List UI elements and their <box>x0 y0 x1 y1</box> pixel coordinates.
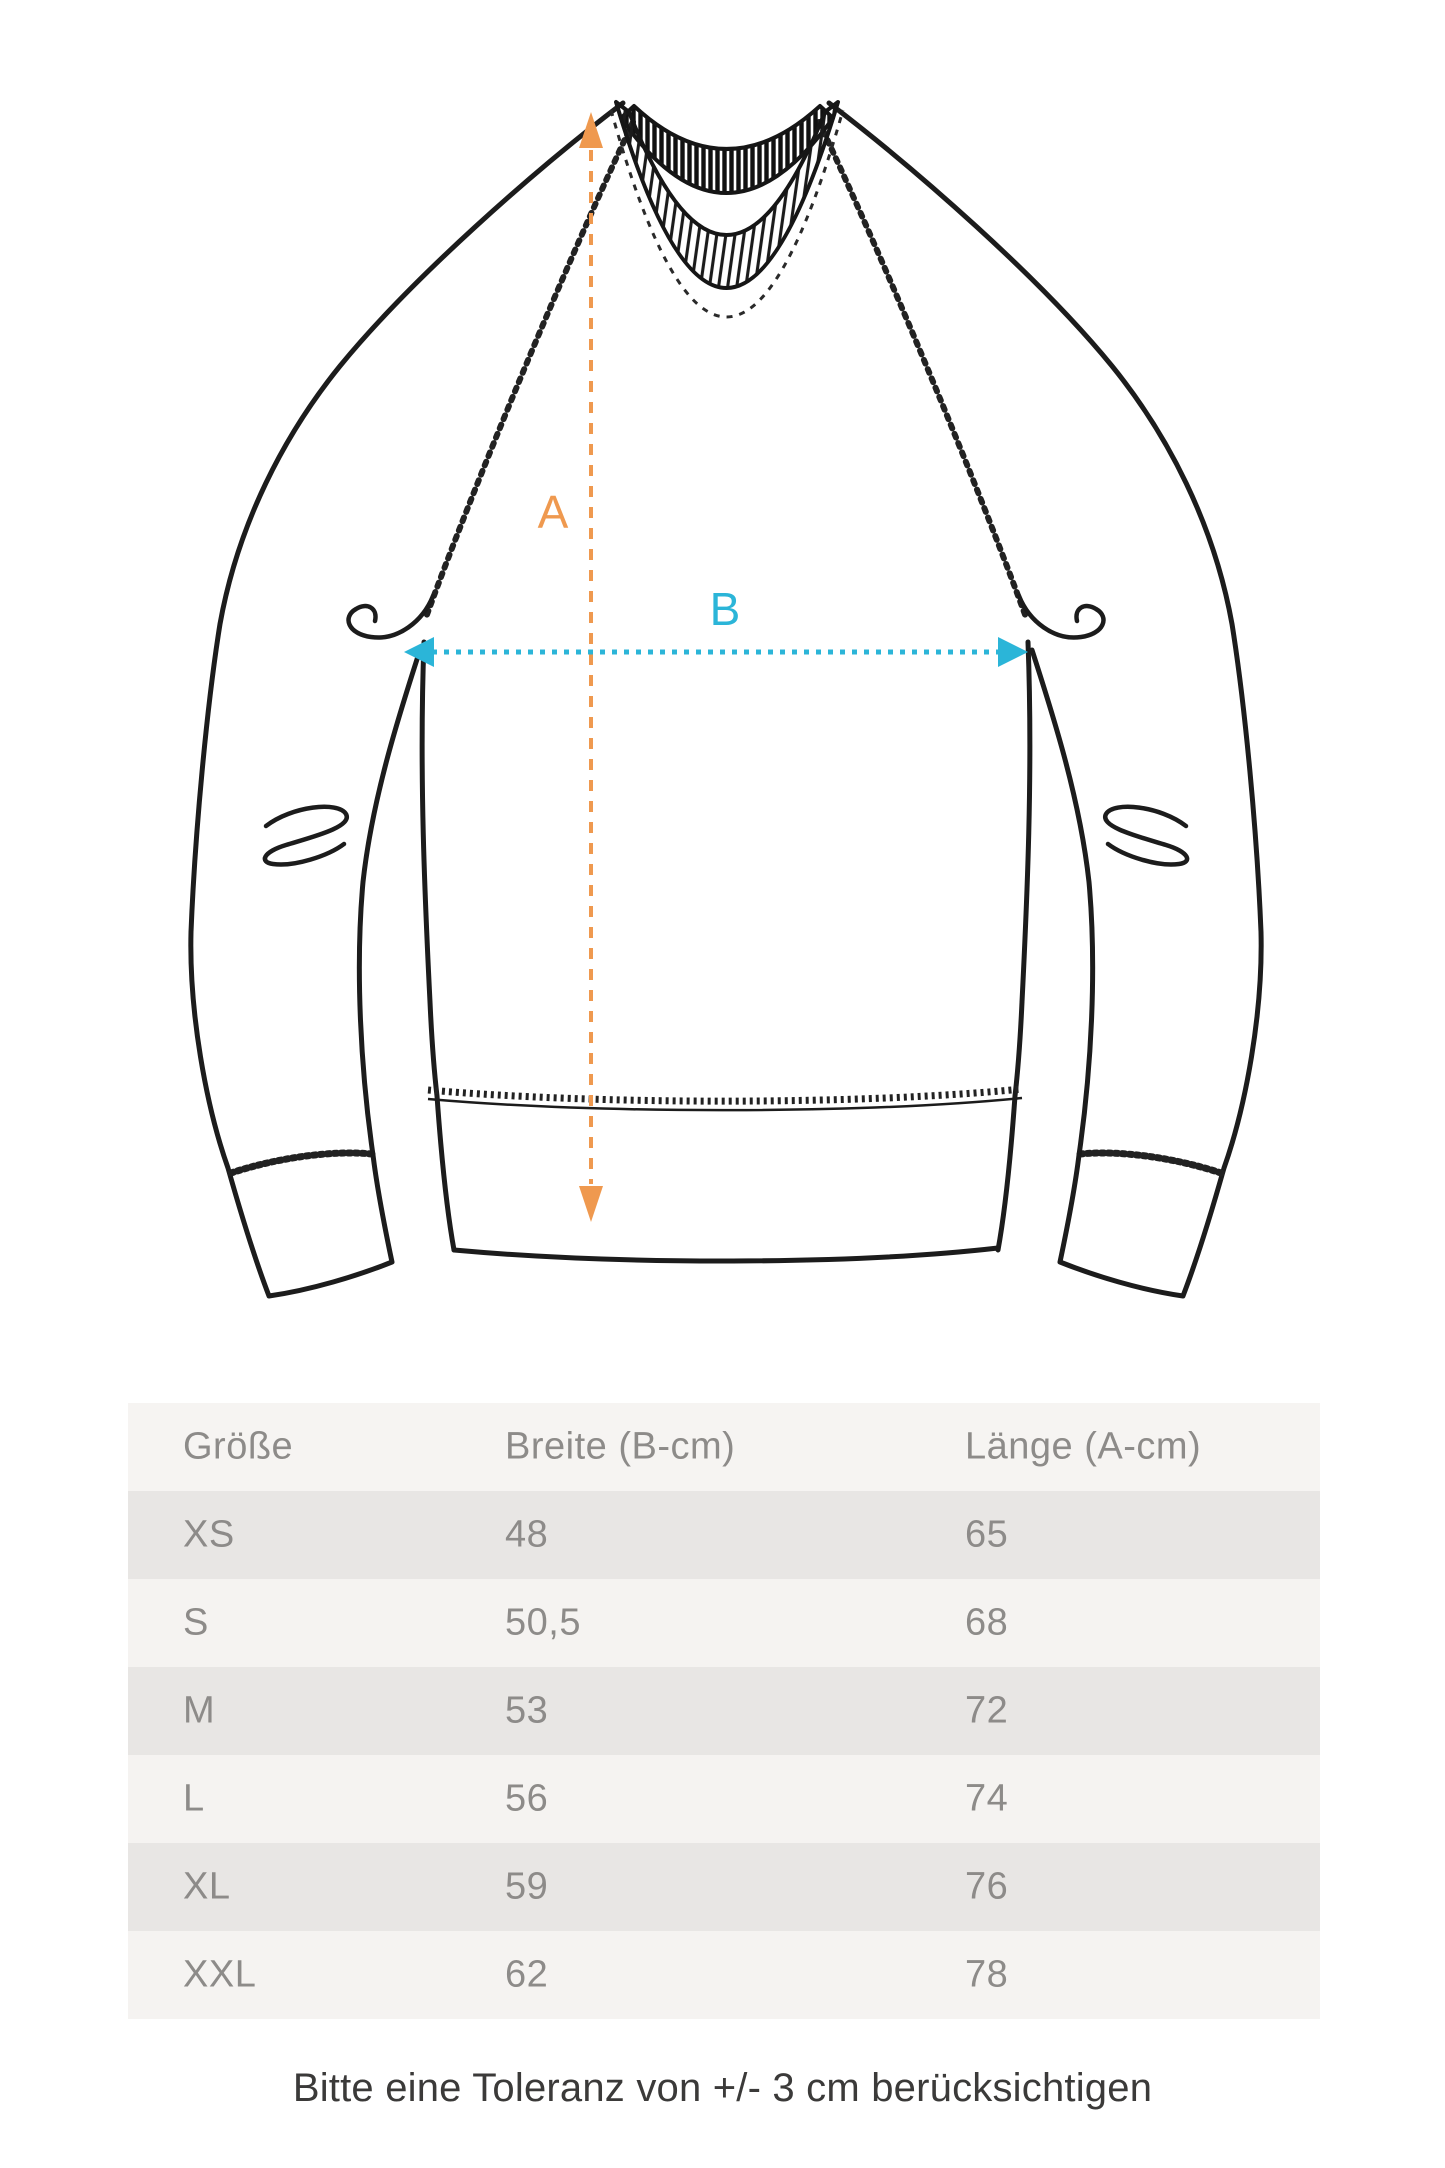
elbow-wrinkle <box>265 807 347 865</box>
arrow-right-icon <box>998 637 1028 667</box>
column-header-length: Länge (A-cm) <box>965 1425 1202 1468</box>
waistband-bottom-edge <box>454 1248 998 1261</box>
table-row <box>128 1843 1320 1931</box>
table-row <box>128 1667 1320 1755</box>
label-b: B <box>709 583 741 635</box>
cell-length: 74 <box>965 1777 1009 1820</box>
body-side <box>422 642 454 1250</box>
column-header-width: Breite (B-cm) <box>505 1425 736 1468</box>
size-table <box>128 1403 1320 2019</box>
cell-width: 53 <box>505 1689 549 1732</box>
table-row <box>128 1931 1320 2019</box>
cell-length: 65 <box>965 1513 1009 1556</box>
cell-width: 59 <box>505 1865 549 1908</box>
cell-size: L <box>183 1777 205 1820</box>
column-header-size: Größe <box>183 1425 294 1468</box>
sleeve-and-body-left <box>191 103 633 1296</box>
arrow-left-icon <box>404 637 434 667</box>
cell-size: XXL <box>183 1953 257 1996</box>
arrow-down-icon <box>579 1186 603 1222</box>
table-row <box>128 1755 1320 1843</box>
cell-length: 72 <box>965 1689 1009 1732</box>
cell-width: 48 <box>505 1513 549 1556</box>
cell-size: S <box>183 1601 209 1644</box>
width-measurement-b <box>404 583 1028 667</box>
label-a: A <box>537 486 569 538</box>
arrow-up-icon <box>579 112 603 148</box>
cell-width: 62 <box>505 1953 549 1996</box>
table-row <box>128 1579 1320 1667</box>
table-row <box>128 1491 1320 1579</box>
cell-length: 68 <box>965 1601 1009 1644</box>
table-header-row <box>128 1403 1320 1491</box>
cell-size: XS <box>183 1513 235 1556</box>
raglan-seam <box>425 122 633 620</box>
cell-size: XL <box>183 1865 231 1908</box>
waistband-stitch-seam <box>428 1089 1022 1101</box>
cell-width: 50,5 <box>505 1601 581 1644</box>
cell-length: 78 <box>965 1953 1009 1996</box>
length-measurement-a <box>538 112 603 1222</box>
waistband-seam-underline <box>428 1098 1022 1110</box>
cell-width: 56 <box>505 1777 549 1820</box>
sleeve-and-body-right <box>819 103 1261 1296</box>
cuff-seam <box>231 1153 372 1173</box>
armpit-wrinkle <box>349 596 433 638</box>
tolerance-note: Bitte eine Toleranz von +/- 3 cm berücksichtigen <box>292 2066 1153 2110</box>
cell-length: 76 <box>965 1865 1009 1908</box>
sleeve-inner-edge <box>359 650 420 1155</box>
cell-size: M <box>183 1689 216 1732</box>
